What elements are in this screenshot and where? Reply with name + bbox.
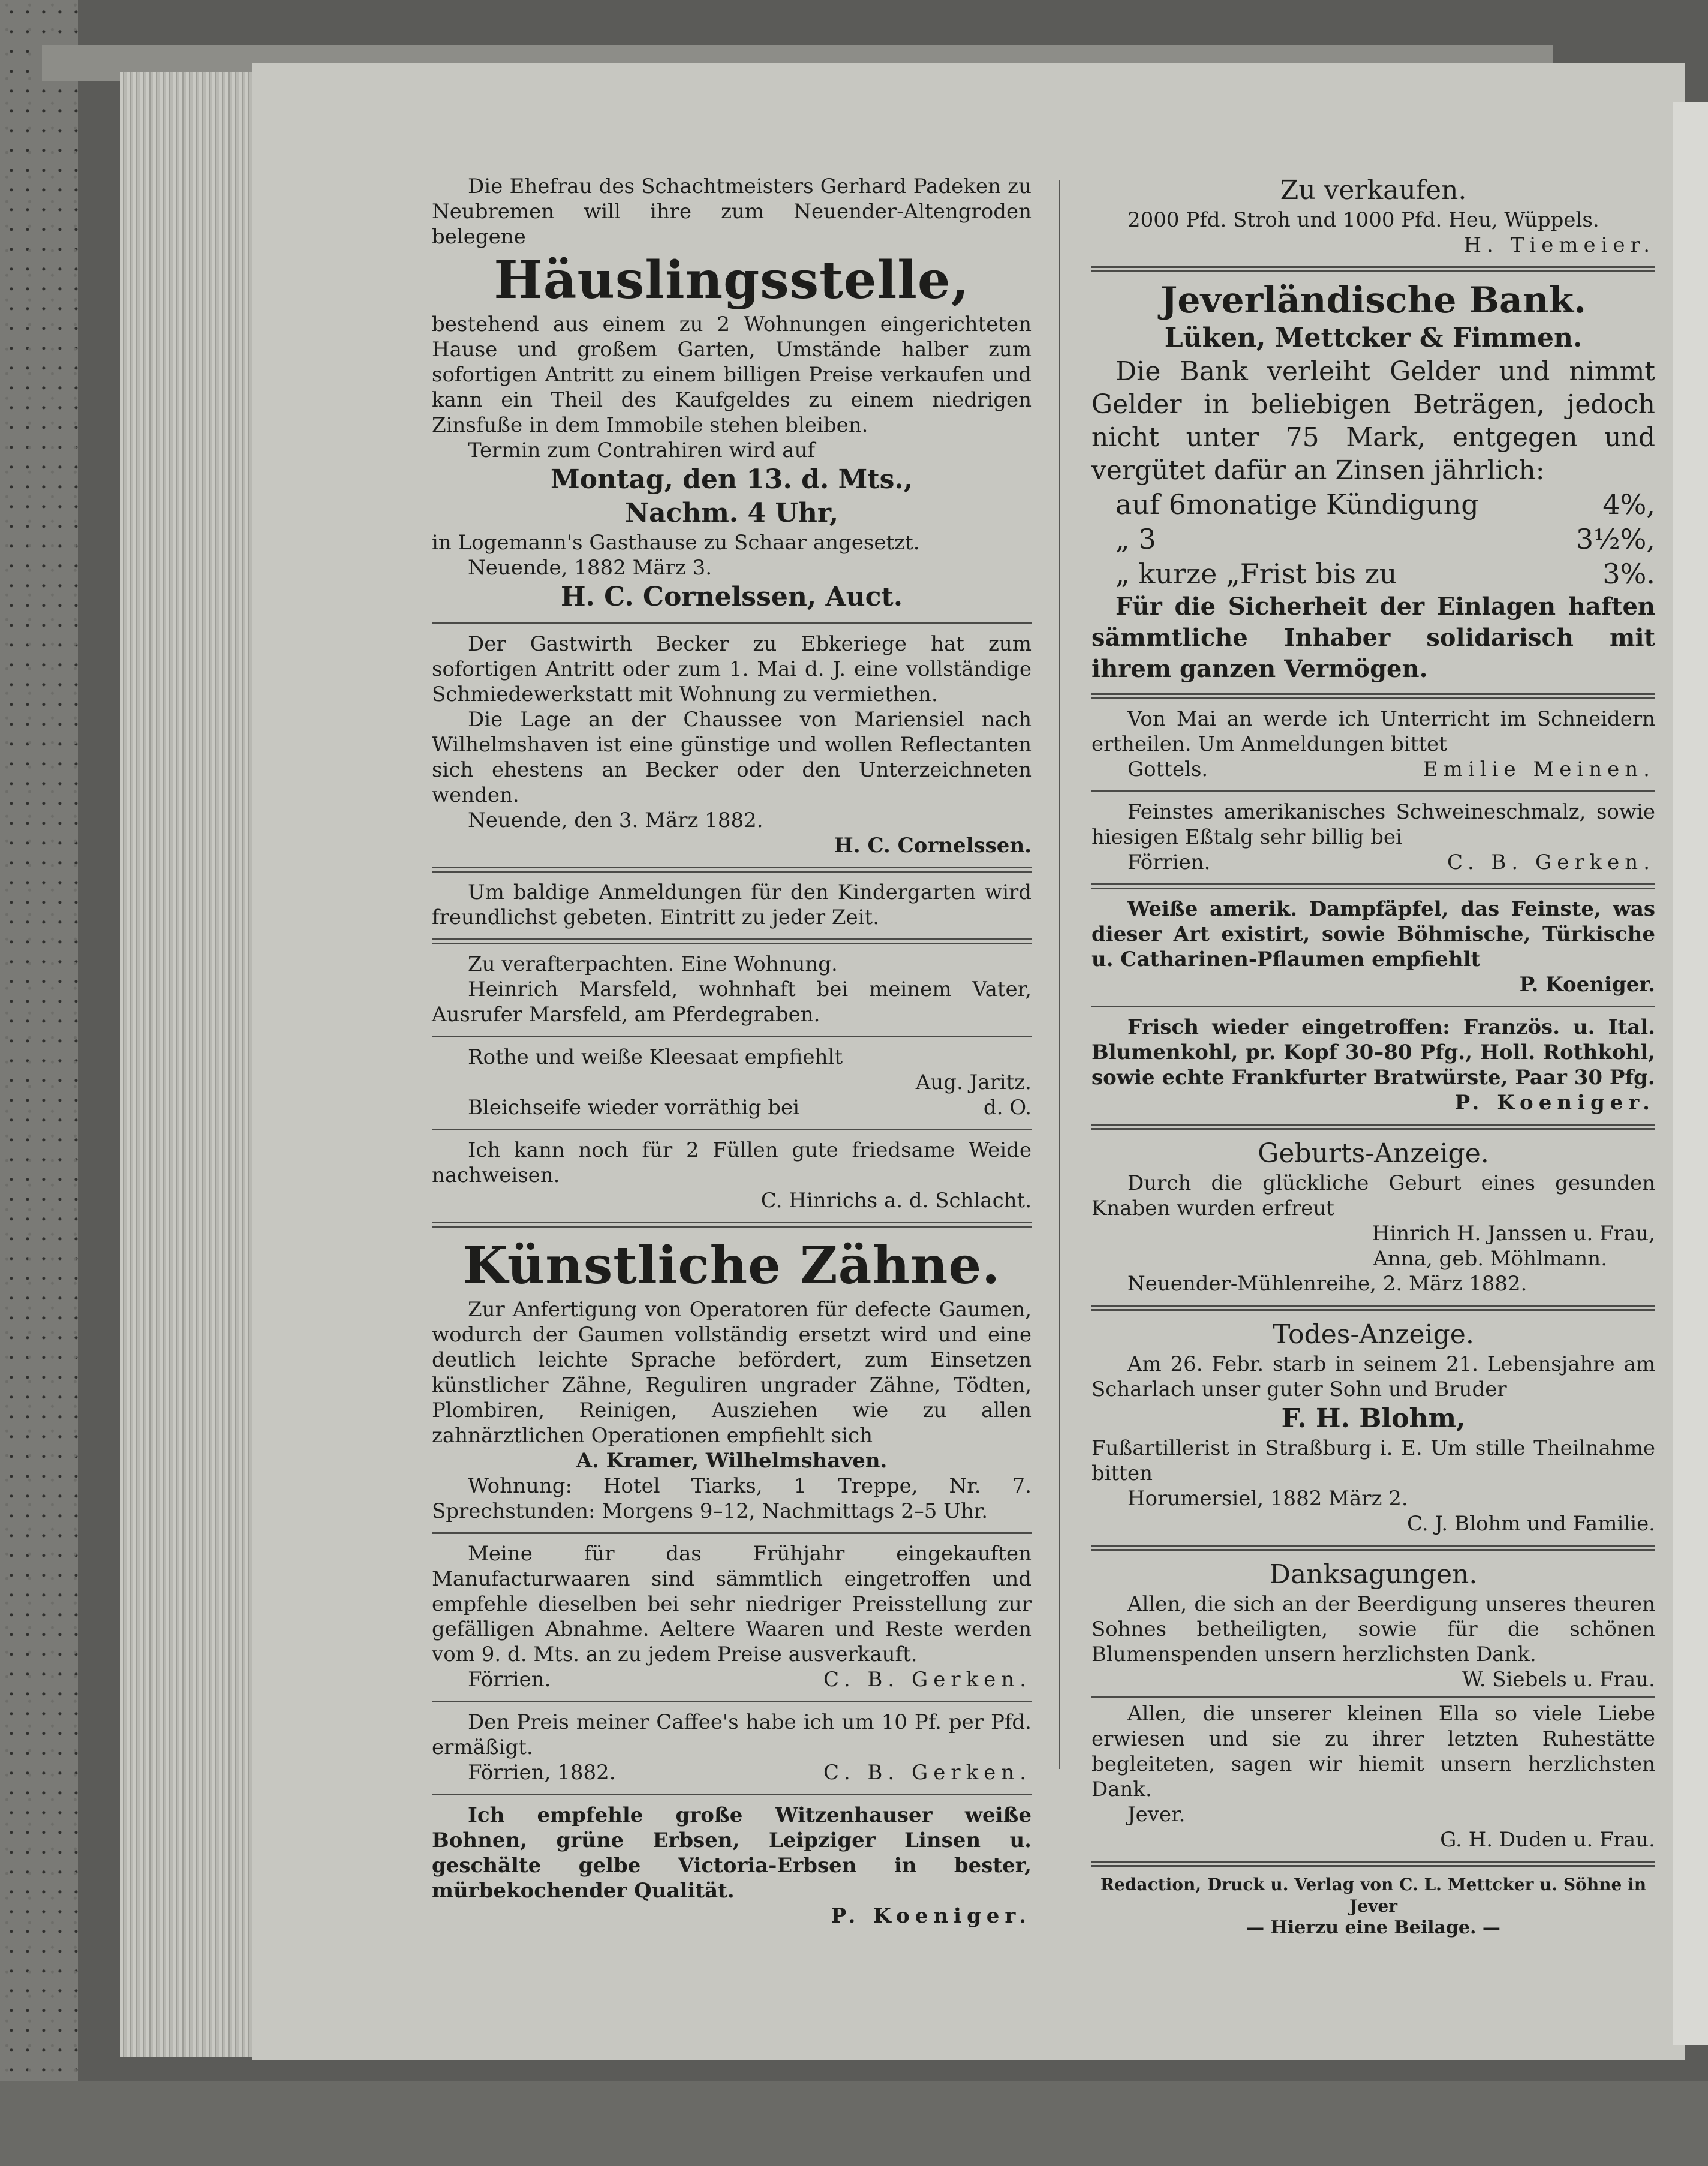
- ad-weide: [432, 1138, 1032, 1213]
- ad-row: [1091, 757, 1655, 782]
- ad-body: Fußartillerist in Straßburg i. E. Um stille Theilnahme bitten: [1091, 1436, 1655, 1485]
- ad-kuenstliche-zaehne: [432, 1235, 1032, 1524]
- ad-title: Häuslingsstelle,: [494, 250, 970, 311]
- ad-kleesaat: [432, 1045, 1032, 1120]
- rate-row: [1091, 522, 1655, 556]
- ad-row: [432, 1760, 1032, 1785]
- rate-term: „ 3: [1115, 523, 1156, 555]
- ad-title: Zu verkaufen.: [1280, 175, 1467, 206]
- ad-body: Ich empfehle große Witzenhauser weiße Bohnen, grüne Erbsen, Leipziger Linsen u. geschälte gelbe Victoria-Erbsen in bester, mürbekochender Qualität.: [432, 1803, 1032, 1903]
- ad-haeuslingsstelle: [432, 174, 1032, 614]
- ad-name: F. H. Blohm,: [1281, 1403, 1466, 1434]
- ad-kindergarten: [432, 880, 1032, 930]
- section-rule: [432, 1222, 1032, 1228]
- ad-signature: Anna, geb. Möhlmann.: [1373, 1247, 1607, 1271]
- ad-body: Frisch wieder eingetroffen: Französ. u. Ital. Blumenkohl, pr. Kopf 30–80 Pfg., Holl. Rothkohl, sowie echte Frankfurter Bratwürste, Paar 30 Pfg.: [1091, 1015, 1655, 1090]
- ad-dateline: Neuende, den 3. März 1882.: [468, 808, 763, 832]
- ad-signature: C. B. Gerken.: [823, 1761, 1032, 1785]
- section-rule: [1091, 1545, 1655, 1551]
- right-column: [1091, 174, 1655, 1939]
- ad-signature: P. Koeniger.: [1454, 1091, 1655, 1115]
- ad-body: Weiße amerik. Dampfäpfel, das Feinste, was dieser Art existirt, sowie Böhmische, Türkische u. Catharinen-Pflaumen empfiehlt: [1091, 897, 1655, 971]
- ad-body: Zur Anfertigung von Operatoren für defecte Gaumen, wodurch der Gaumen vollständig ersetzt wird und eine deutlich leichte Sprache befördert, zum Einsetzen künstlicher Zähne, Reguliren ungrader Zähne, Tödten, Plombiren, Reinigen, Ausziehen wie zu allen zahnärztlichen Operationen empfiehlt sich: [432, 1298, 1032, 1448]
- ad-signature: Emilie Meinen.: [1423, 757, 1655, 781]
- ad-title: Künstliche Zähne.: [462, 1235, 1001, 1296]
- section-rule: [1091, 1861, 1655, 1867]
- ad-dateline: Neuender-Mühlenreihe, 2. März 1882.: [1127, 1272, 1527, 1296]
- ad-place: Förrien.: [468, 1668, 551, 1692]
- ad-signature: H. C. Cornelssen.: [834, 834, 1032, 858]
- section-rule: [432, 1036, 1032, 1037]
- section-rule: [432, 1794, 1032, 1795]
- ad-schmiede: [432, 631, 1032, 858]
- ad-place: Förrien.: [1127, 850, 1211, 874]
- bank-rates: [1091, 487, 1655, 591]
- ad-schneidern: [1091, 706, 1655, 782]
- ad-signature: G. H. Duden u. Frau.: [1440, 1828, 1655, 1852]
- rate-row: [1091, 487, 1655, 522]
- section-rule: [1091, 1305, 1655, 1311]
- ad-body: bestehend aus einem zu 2 Wohnungen eingerichteten Hause und großem Garten, Umstände halber zum sofortigen Antritt zu einem billigen Preise verkaufen und kann ein Theil des Kaufgeldes zu einem niedrigen Zinsfuße in dem Immobile stehen bleiben.: [432, 312, 1032, 437]
- rate-value: 3%.: [1602, 558, 1655, 590]
- ad-todes-anzeige: [1091, 1318, 1655, 1536]
- imprint: Redaction, Druck u. Verlag von C. L. Mettcker u. Söhne in Jever: [1100, 1875, 1647, 1916]
- ad-row: [1091, 850, 1655, 875]
- ad-geburts-anzeige: [1091, 1137, 1655, 1296]
- ad-body: Den Preis meiner Caffee's habe ich um 10 Pf. per Pfd. ermäßigt.: [432, 1710, 1032, 1759]
- ad-intro: Die Ehefrau des Schachtmeisters Gerhard Padeken zu Neubremen will ihre zum Neuender-Altengroden belegene: [432, 175, 1032, 249]
- left-column: [432, 174, 1032, 1929]
- ad-place: Förrien, 1882.: [468, 1761, 616, 1785]
- ad-body: Der Gastwirth Becker zu Ebkeriege hat zum sofortigen Antritt oder zum 1. Mai d. J. eine vollständige Schmiedewerkstatt mit Wohnung zu vermiethen.: [432, 632, 1032, 706]
- ad-body: Feinstes amerikanisches Schweineschmalz, sowie hiesigen Eßtalg sehr billig bei: [1091, 800, 1655, 849]
- ad-signature: P. Koeniger.: [1519, 973, 1655, 997]
- ad-dampfaepfel: [1091, 897, 1655, 997]
- ad-signature: H. Tiemeier.: [1463, 233, 1655, 257]
- scan-background-bottom: [0, 2081, 1708, 2166]
- ad-signature: P. Koeniger.: [831, 1904, 1032, 1928]
- ad-body: Von Mai an werde ich Unterricht im Schneidern ertheilen. Um Anmeldungen bittet: [1091, 707, 1655, 756]
- ad-body: Meine für das Frühjahr eingekauften Manufacturwaaren sind sämmtlich eingetroffen und empfehle dieselben bei sehr niedriger Preisstellung zur gefälligen Abnahme. Aeltere Waaren und Reste werden vom 9. d. Mts. an zu jedem Preise ausverkauft.: [432, 1542, 1032, 1666]
- section-rule: [1091, 1696, 1655, 1698]
- rate-value: 4%,: [1602, 488, 1655, 521]
- ad-body: Ich kann noch für 2 Füllen gute friedsame Weide nachweisen.: [432, 1138, 1032, 1187]
- ad-signature: d. O.: [983, 1096, 1032, 1120]
- ad-place: Gottels.: [1127, 757, 1208, 781]
- ad-signature: Hinrich H. Janssen u. Frau,: [1372, 1222, 1655, 1246]
- ad-danksagungen: [1091, 1558, 1655, 1852]
- page-right-edge: [1673, 102, 1708, 2045]
- section-rule: [1091, 883, 1655, 889]
- ad-termin: Termin zum Contrahiren wird auf: [468, 438, 816, 462]
- ad-body: Allen, die sich an der Beerdigung unseres theuren Sohnes betheiligten, sowie für die schönen Blumenspenden unsern herzlichsten Dank.: [1091, 1592, 1655, 1666]
- bank-body: Die Bank verleiht Gelder und nimmt Gelder in beliebigen Beträgen, jedoch nicht unter 75 Mark, entgegen und vergütet dafür an Zinsen jährlich:: [1091, 356, 1655, 486]
- book-page-edges: [120, 72, 270, 2057]
- ad-signature: H. C. Cornelssen, Auct.: [560, 582, 903, 612]
- section-rule: [432, 1532, 1032, 1534]
- ad-signature: C. B. Gerken.: [1447, 850, 1655, 874]
- section-rule: [432, 867, 1032, 873]
- ad-title: Todes-Anzeige.: [1273, 1319, 1474, 1350]
- section-rule: [1091, 693, 1655, 699]
- ad-body: Durch die glückliche Geburt eines gesunden Knaben wurden erfreut: [1091, 1171, 1655, 1220]
- ad-address: Wohnung: Hotel Tiarks, 1 Treppe, Nr. 7. Sprechstunden: Morgens 9–12, Nachmittags 2–5 Uhr.: [432, 1474, 1032, 1523]
- ad-place: in Logemann's Gasthause zu Schaar angesetzt.: [432, 531, 920, 555]
- section-rule: [1091, 266, 1655, 272]
- bank-closing: Für die Sicherheit der Einlagen haften sämmtliche Inhaber solidarisch mit ihrem ganzen Vermögen.: [1091, 592, 1655, 683]
- column-divider: [1059, 180, 1060, 1769]
- ad-line: Rothe und weiße Kleesaat empfiehlt: [468, 1045, 843, 1069]
- ad-schweineschmalz: [1091, 799, 1655, 875]
- ad-manufacturwaaren: [432, 1541, 1032, 1692]
- ad-signature: C. J. Blohm und Familie.: [1406, 1512, 1655, 1536]
- ad-signature: C. B. Gerken.: [823, 1668, 1032, 1692]
- rate-row: [1091, 556, 1655, 591]
- ad-title: Geburts-Anzeige.: [1258, 1138, 1489, 1169]
- ad-title: Danksagungen.: [1269, 1559, 1478, 1590]
- ad-bohnen: [432, 1803, 1032, 1929]
- ad-dateline: Horumersiel, 1882 März 2.: [1127, 1487, 1408, 1511]
- ad-body: Um baldige Anmeldungen für den Kindergarten wird freundlichst gebeten. Eintritt zu jeder Zeit.: [432, 880, 1032, 929]
- section-rule: [432, 1129, 1032, 1130]
- ad-wohnung: [432, 952, 1032, 1027]
- ad-body: Am 26. Febr. starb in seinem 21. Lebensjahre am Scharlach unser guter Sohn und Bruder: [1091, 1352, 1655, 1401]
- ad-body: Die Lage an der Chaussee von Mariensiel nach Wilhelmshaven ist eine günstige und wollen Reflectanten sich ehestens an Becker oder den Unterzeichneten wenden.: [432, 708, 1032, 807]
- ad-blumenkohl: [1091, 1015, 1655, 1115]
- ad-date-line2: Nachm. 4 Uhr,: [624, 498, 839, 528]
- ad-place: Jever.: [1127, 1803, 1186, 1827]
- ad-body: Allen, die unserer kleinen Ella so viele Liebe erwiesen und sie zu ihrer letzten Ruhestätte begleiteten, sagen wir hiemit unsern herzlichsten Dank.: [1091, 1702, 1655, 1801]
- ad-caffee: [432, 1710, 1032, 1785]
- ad-line: Heinrich Marsfeld, wohnhaft bei meinem Vater, Ausrufer Marsfeld, am Pferdegraben.: [432, 977, 1032, 1027]
- ad-date-line1: Montag, den 13. d. Mts.,: [550, 464, 913, 495]
- rate-term: auf 6monatige Kündigung: [1115, 488, 1479, 521]
- ad-signature: Aug. Jaritz.: [915, 1070, 1032, 1094]
- ad-jeverlaendische-bank: [1091, 279, 1655, 685]
- supplement-note: — Hierzu eine Beilage. —: [1246, 1917, 1500, 1938]
- bank-title: Jeverländische Bank.: [1160, 279, 1586, 321]
- ad-signature: C. Hinrichs a. d. Schlacht.: [760, 1189, 1032, 1213]
- section-rule: [1091, 1006, 1655, 1007]
- section-rule: [1091, 790, 1655, 792]
- scan-background-left: [0, 0, 78, 2166]
- rate-term: „ kurze „Frist bis zu: [1115, 558, 1397, 590]
- section-rule: [432, 622, 1032, 624]
- bank-subtitle: Lüken, Mettcker & Fimmen.: [1164, 323, 1583, 353]
- ad-zu-verkaufen: [1091, 174, 1655, 258]
- section-rule: [432, 938, 1032, 944]
- ad-body: 2000 Pfd. Stroh und 1000 Pfd. Heu, Wüppels.: [1127, 208, 1599, 232]
- ad-line: Bleichseife wieder vorräthig bei: [468, 1096, 800, 1120]
- ad-name: A. Kramer, Wilhelmshaven.: [576, 1449, 888, 1473]
- section-rule: [1091, 1124, 1655, 1130]
- ad-signature: W. Siebels u. Frau.: [1462, 1668, 1655, 1692]
- section-rule: [432, 1701, 1032, 1702]
- rate-value: 3½%,: [1575, 523, 1655, 555]
- ad-line: Zu verafterpachten. Eine Wohnung.: [468, 952, 838, 976]
- ad-dateline: Neuende, 1882 März 3.: [468, 556, 712, 580]
- ad-row: [432, 1667, 1032, 1692]
- ad-row: [432, 1095, 1032, 1120]
